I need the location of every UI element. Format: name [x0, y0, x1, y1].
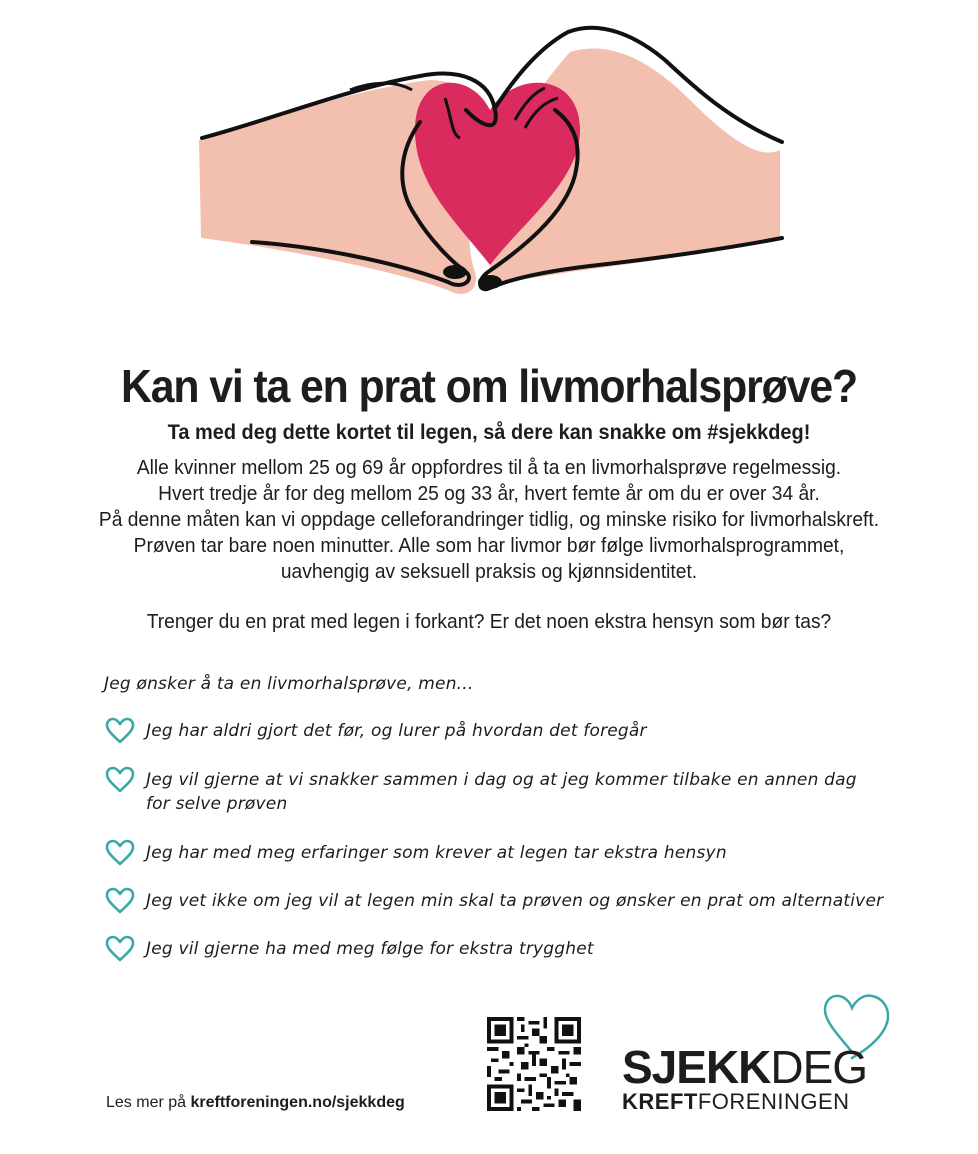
read-more-link[interactable]: kreftforeningen.no/sjekkdeg	[190, 1094, 405, 1111]
logo-main-bold: SJEKK	[622, 1041, 771, 1093]
checklist-item-line: for selve prøven	[146, 794, 288, 814]
heart-checkbox-icon[interactable]	[104, 839, 136, 867]
intro-line: På denne måten kan vi oppdage celleforandringer tidlig, og minske risiko for livmorhalskreft.	[98, 509, 880, 531]
intro-line: Hvert tredje år for deg mellom 25 og 33 år, hvert femte år om du er over 34 år.	[158, 483, 820, 505]
intro-line: Prøven tar bare noen minutter. Alle som har livmor bør følge livmorhalsprogrammet,	[133, 535, 845, 557]
checklist-item[interactable]	[104, 889, 883, 915]
heart-checkbox-icon[interactable]	[104, 935, 136, 963]
heart-checkbox-icon[interactable]	[104, 717, 136, 745]
qr-code[interactable]	[487, 1017, 581, 1111]
checklist-item[interactable]	[104, 719, 647, 745]
heart-checkbox-icon[interactable]	[104, 887, 136, 915]
checklist-item-label: Jeg vil gjerne ha med meg følge for ekstra trygghet	[146, 939, 594, 959]
logo-wordmark	[622, 1042, 867, 1092]
intro-paragraph	[20, 455, 959, 585]
logo-main-regular: DEG	[770, 1041, 868, 1093]
logo-sub-bold: KREFT	[622, 1089, 698, 1114]
checklist-item[interactable]	[104, 841, 727, 867]
logo-subtitle	[622, 1089, 850, 1115]
checklist-item[interactable]	[104, 768, 857, 816]
heart-hands-illustration	[190, 10, 790, 310]
checklist-item-label	[146, 768, 857, 816]
checklist-item-label: Jeg har med meg erfaringer som krever at legen tar ekstra hensyn	[146, 843, 727, 863]
page-title: Kan vi ta en prat om livmorhalsprøve?	[120, 360, 858, 412]
checklist-item[interactable]	[104, 937, 594, 963]
checklist-lead: Jeg ønsker å ta en livmorhalsprøve, men...	[104, 674, 474, 694]
subtitle: Ta med deg dette kortet til legen, så dere kan snakke om #sjekkdeg!	[167, 421, 811, 444]
logo-sub-regular: FORENINGEN	[697, 1089, 850, 1114]
checklist-item-label: Jeg vet ikke om jeg vil at legen min skal ta prøven og ønsker en prat om alternativer	[146, 891, 884, 911]
intro-line: uavhengig av seksuell praksis og kjønnsidentitet.	[280, 561, 698, 583]
checklist-item-label: Jeg har aldri gjort det før, og lurer på hvordan det foregår	[146, 721, 647, 741]
question-text: Trenger du en prat med legen i forkant? Er det noen ekstra hensyn som bør tas?	[146, 611, 832, 633]
read-more-text	[106, 1094, 405, 1112]
heart-checkbox-icon[interactable]	[104, 766, 136, 794]
checklist-item-line: Jeg vil gjerne at vi snakker sammen i dag og at jeg kommer tilbake en annen dag	[146, 770, 857, 790]
intro-line: Alle kvinner mellom 25 og 69 år oppfordres til å ta en livmorhalsprøve regelmessig.	[136, 457, 842, 479]
read-more-prefix: Les mer på	[106, 1094, 187, 1111]
